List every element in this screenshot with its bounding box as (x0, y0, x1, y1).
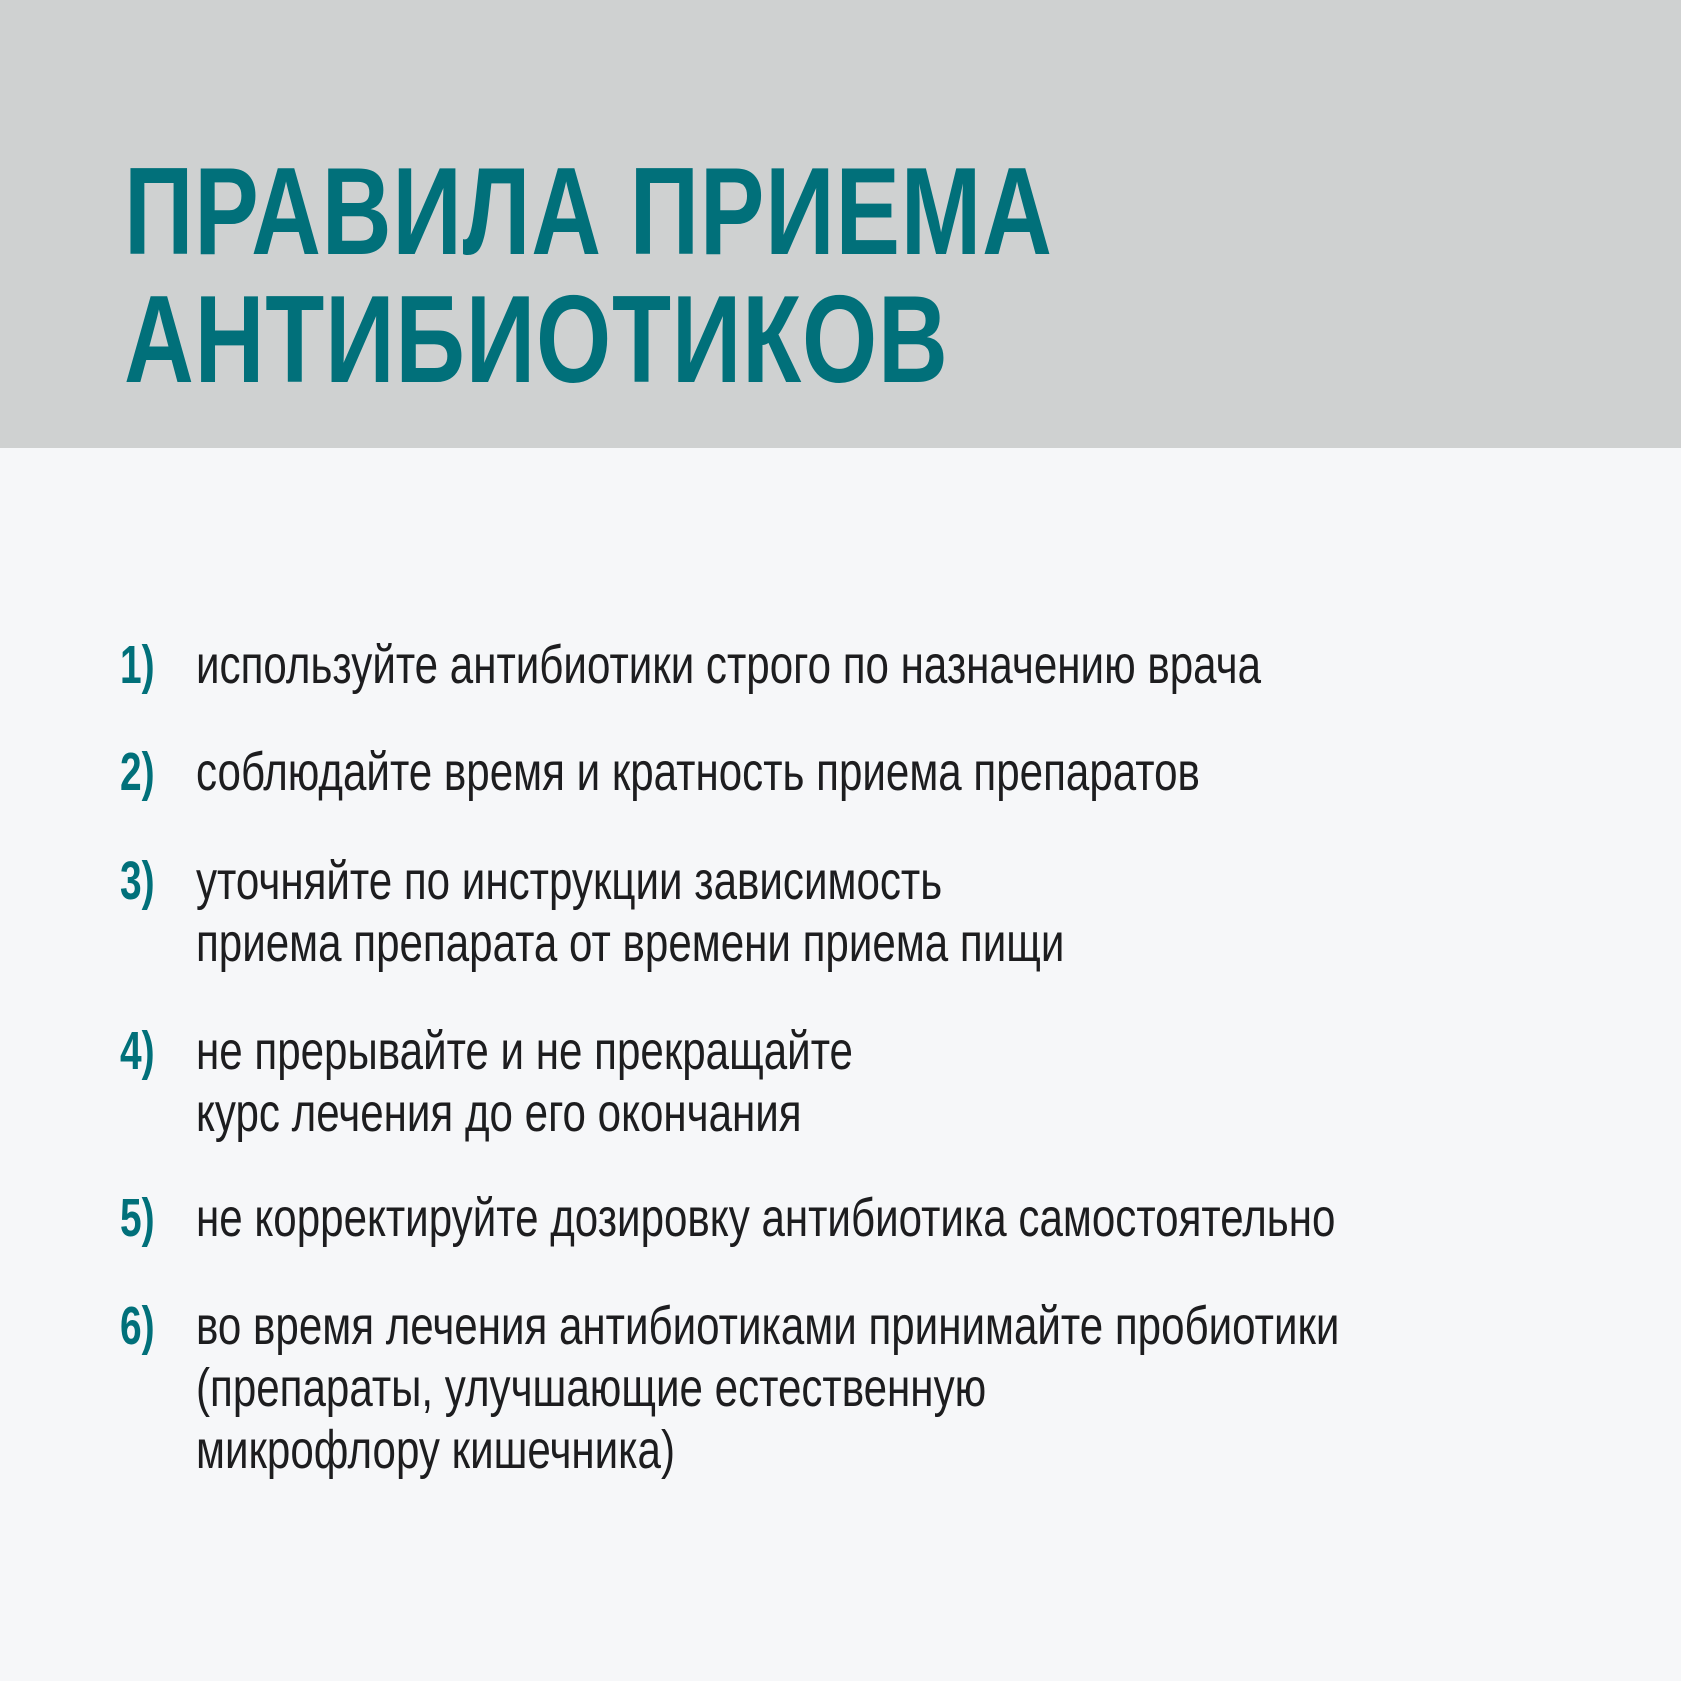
rule-text-line: уточняйте по инструкции зависимость (196, 851, 943, 911)
rule-text-2 (196, 741, 1200, 803)
rule-text-5 (196, 1187, 1335, 1249)
rule-number-3: 3) (120, 851, 155, 911)
rule-text-line: соблюдайте время и кратность приема препаратов (196, 742, 1200, 802)
rule-text-line: не прерывайте и не прекращайте (196, 1021, 853, 1081)
rule-text-line: микрофлору кишечника) (196, 1420, 675, 1480)
rule-text-line: приема препарата от времени приема пищи (196, 913, 1065, 973)
rule-text-line: (препараты, улучшающие естественную (196, 1358, 987, 1418)
page-title-line-1: ПРАВИЛА ПРИЕМА (124, 143, 1053, 281)
rule-number-2: 2) (120, 742, 155, 802)
rule-text-line: не корректируйте дозировку антибиотика самостоятельно (196, 1188, 1336, 1248)
page-title-line-2: АНТИБИОТИКОВ (124, 271, 949, 409)
rule-text-4 (196, 1020, 853, 1144)
rule-number-4: 4) (120, 1021, 155, 1081)
rule-number-6: 6) (120, 1296, 155, 1356)
rule-text-line: во время лечения антибиотиками принимайте пробиотики (196, 1296, 1340, 1356)
rule-text-1 (196, 634, 1261, 696)
rule-text-line: курс лечения до его окончания (196, 1083, 802, 1143)
rule-text-3 (196, 850, 1064, 974)
rule-number-1: 1) (120, 635, 155, 695)
rule-text-6 (196, 1295, 1339, 1481)
rule-text-line: используйте антибиотики строго по назначению врача (196, 635, 1262, 695)
rule-number-5: 5) (120, 1188, 155, 1248)
